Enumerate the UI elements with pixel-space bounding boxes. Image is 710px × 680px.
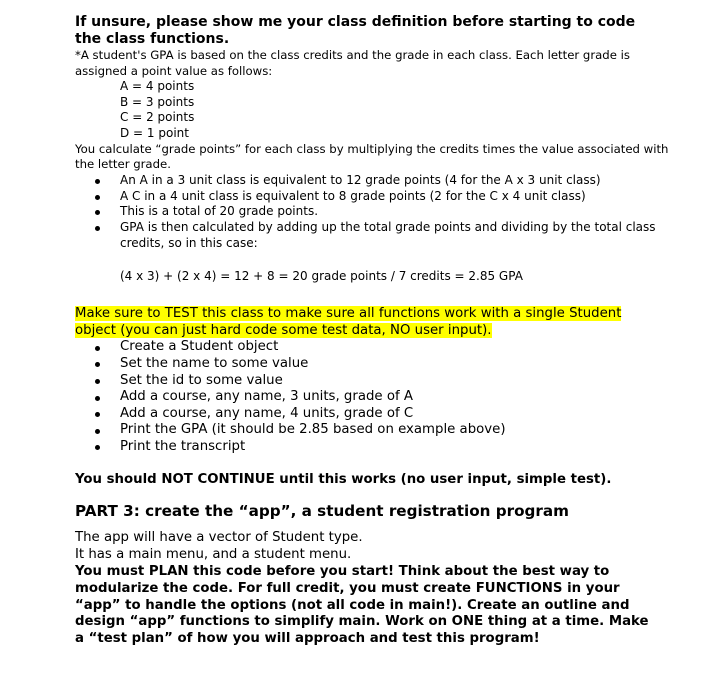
test-step: Print the GPA (it should be 2.85 based on example above): [120, 422, 675, 439]
grade-point-d: D = 1 point: [120, 126, 189, 141]
test-instructions: [75, 305, 655, 339]
test-step: Set the id to some value: [120, 373, 675, 390]
test-step: Add a course, any name, 4 units, grade of C: [120, 406, 675, 423]
grade-point-a: A = 4 points: [120, 79, 195, 93]
intro-bold-note: If unsure, please show me your class definition before starting to code the class functions.: [75, 14, 636, 47]
grade-points-list: [75, 79, 675, 142]
test-step: Add a course, any name, 3 units, grade of A: [120, 389, 675, 406]
calc-bullet: A C in a 4 unit class is equivalent to 8 grade points (2 for the C x 4 unit class): [120, 189, 675, 205]
test-step: Set the name to some value: [120, 356, 675, 373]
calc-intro: You calculate “grade points” for each class by multiplying the credits times the value associated with the letter grade.: [75, 141, 669, 172]
calc-bullet-list: [75, 173, 675, 252]
plan-instructions: You must PLAN this code before you start! Think about the best way to modularize the code. For full credit, you must create FUNCTIONS in your “app” to handle the options (not all code in main!). Create an outline and design “app” functions to simplify main. Work on ONE thing at a time. Make a “test plan” of how you will approach and test this program!: [75, 564, 649, 647]
grade-point-b: B = 3 points: [120, 94, 195, 109]
do-not-continue-warning: You should NOT CONTINUE until this works (no user input, simple test).: [75, 472, 612, 488]
test-step: Create a Student object: [120, 339, 675, 356]
app-line-vector: The app will have a vector of Student type.: [75, 530, 363, 546]
grade-point-c: C = 2 points: [120, 110, 195, 125]
calc-bullet: GPA is then calculated by adding up the total grade points and dividing by the total class credits, so in this case:: [120, 220, 675, 251]
calc-example: (4 x 3) + (2 x 4) = 12 + 8 = 20 grade points / 7 credits = 2.85 GPA: [120, 269, 523, 284]
document-body: [75, 14, 675, 648]
part3-heading: PART 3: create the “app”, a student registration program: [75, 502, 569, 521]
test-steps-list: [75, 339, 675, 455]
app-line-menus: It has a main menu, and a student menu.: [75, 547, 352, 563]
test-step: Print the transcript: [120, 439, 675, 456]
app-description: [75, 530, 675, 564]
highlighted-test-note: Make sure to TEST this class to make sure all functions work with a single Student object (you can just hard code some test data, NO user input).: [75, 306, 622, 339]
calc-bullet: This is a total of 20 grade points.: [120, 204, 675, 220]
gpa-intro: *A student's GPA is based on the class credits and the grade in each class. Each letter grade is assigned a point value as follows:: [75, 48, 630, 78]
calc-bullet: An A in a 3 unit class is equivalent to 12 grade points (4 for the A x 3 unit class): [120, 173, 675, 189]
